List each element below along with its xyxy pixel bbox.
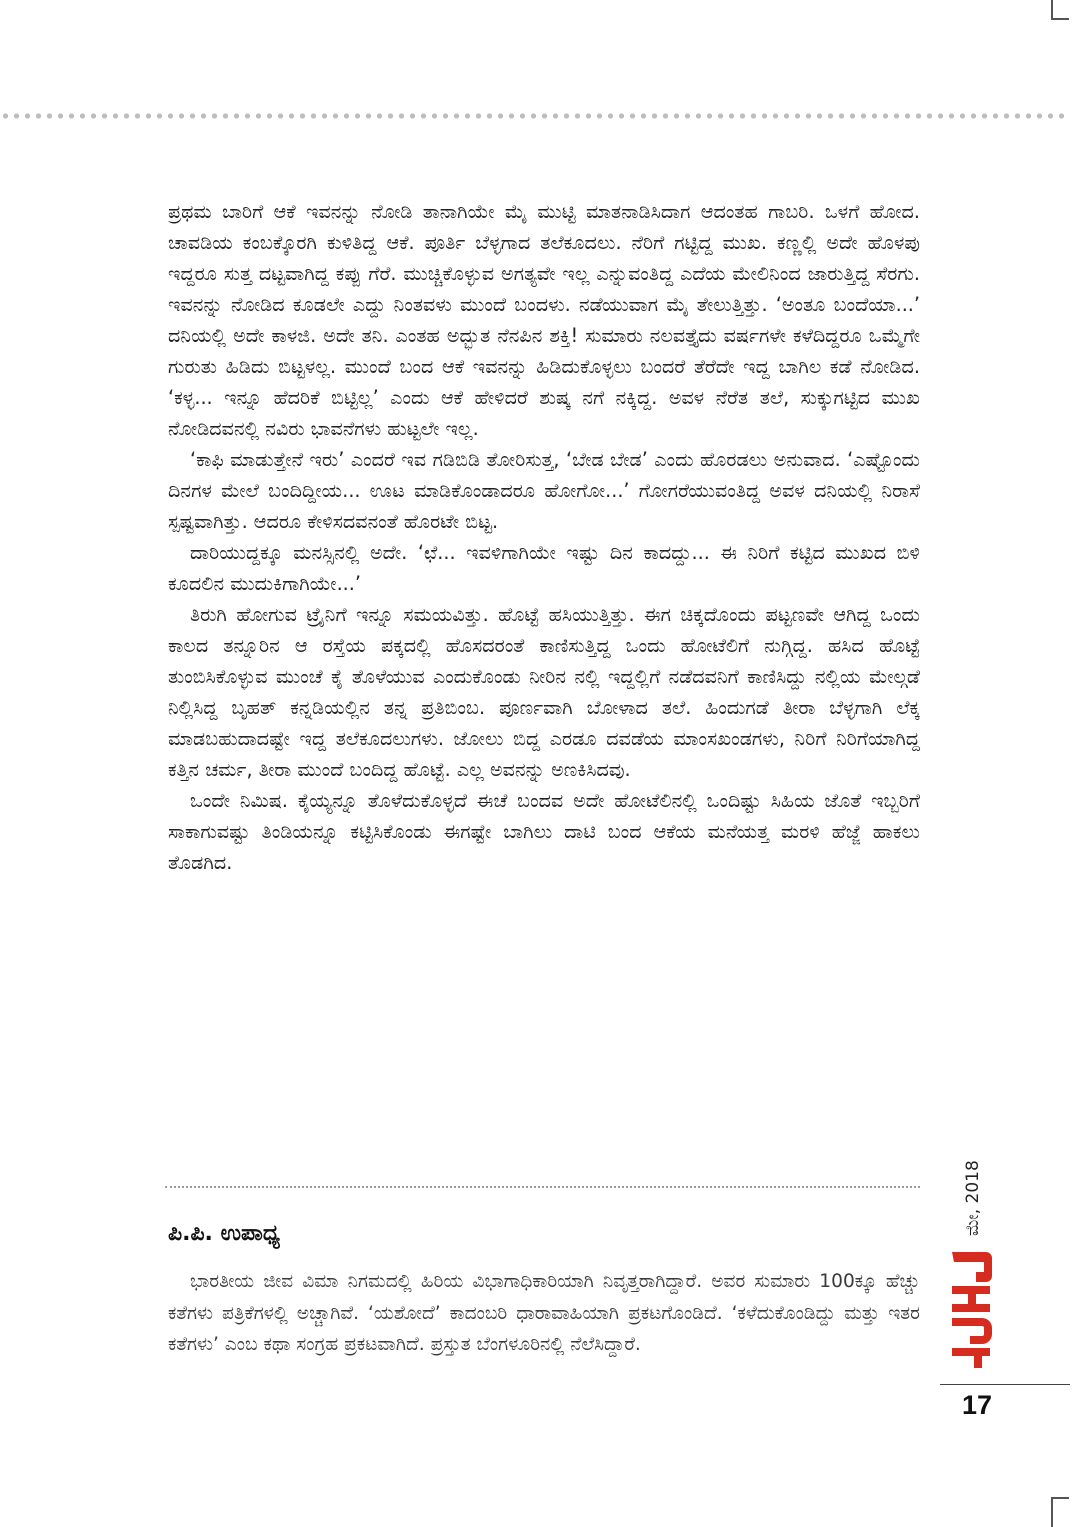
crop-mark-top-right xyxy=(1051,0,1069,20)
page-sidebar xyxy=(940,1140,1040,1380)
story-paragraph: ದಾರಿಯುದ್ದಕ್ಕೂ ಮನಸ್ಸಿನಲ್ಲಿ ಅದೇ. ‘ಛೆ... ಇವಳಿಗಾಗಿಯೇ ಇಷ್ಟು ದಿನ ಕಾದದ್ದು... ಈ ನಿರಿಗೆ ಕಟ್ಟಿದ ಮುಖದ ಬಿಳಿ ಕೂದಲಿನ ಮುದುಕಿಗಾಗಿಯೇ...’ xyxy=(168,541,920,595)
story-paragraph: ಒಂದೇ ನಿಮಿಷ. ಕೈಯ್ಯನ್ನೂ ತೊಳೆದುಕೊಳ್ಳದೆ ಈಚೆ ಬಂದವ ಅದೇ ಹೋಟೆಲಿನಲ್ಲಿ ಒಂದಿಷ್ಟು ಸಿಹಿಯ ಜೊತೆ ಇಬ್ಬರಿಗೆ ಸಾಕಾಗುವಷ್ಟು ತಿಂಡಿಯನ್ನೂ ಕಟ್ಟಿಸಿಕೊಂಡು ಈಗಷ್ಟೇ ಬಾಗಿಲು ದಾಟಿ ಬಂದ ಆಕೆಯ ಮನೆಯತ್ತ ಮರಳಿ ಹೆಜ್ಜೆ ಹಾಕಲು ತೊಡಗಿದ. xyxy=(168,789,920,874)
author-bio: ಭಾರತೀಯ ಜೀವ ವಿಮಾ ನಿಗಮದಲ್ಲಿ ಹಿರಿಯ ವಿಭಾಗಾಧಿಕಾರಿಯಾಗಿ ನಿವೃತ್ತರಾಗಿದ್ದಾರೆ. ಅವರ ಸುಮಾರು 100ಕ್ಕೂ ಹೆಚ್ಚು ಕತೆಗಳು ಪತ್ರಿಕೆಗಳಲ್ಲಿ ಅಚ್ಚಾಗಿವೆ. ‘ಯಶೋದೆ’ ಕಾದಂಬರಿ ಧಾರಾವಾಹಿಯಾಗಿ ಪ್ರಕಟಗೊಂಡಿದೆ. ‘ಕಳೆದುಕೊಂಡಿದ್ದು ಮತ್ತು ಇತರ ಕತೆಗಳು’ ಎಂಬ ಕಥಾ ಸಂಗ್ರಹ ಪ್ರಕಟವಾಗಿದೆ. ಪ್ರಸ್ತುತ ಬೆಂಗಳೂರಿನಲ್ಲಿ ನೆಲೆಸಿದ್ದಾರೆ. xyxy=(168,1271,920,1355)
crop-mark-bottom-right xyxy=(1051,1497,1069,1527)
page-number: 17 xyxy=(962,1390,993,1420)
magazine-logo xyxy=(948,1246,994,1372)
issue-date: ಮೇ, 2018 xyxy=(963,1160,983,1236)
story-paragraph: ತಿರುಗಿ ಹೋಗುವ ಟ್ರೈನಿಗೆ ಇನ್ನೂ ಸಮಯವಿತ್ತು. ಹೊಟ್ಟೆ ಹಸಿಯುತ್ತಿತ್ತು. ಈಗ ಚಿಕ್ಕದೊಂದು ಪಟ್ಟಣವೇ ಆಗಿದ್ದ ಒಂದು ಕಾಲದ ತನ್ನೂರಿನ ಆ ರಸ್ತೆಯ ಪಕ್ಕದಲ್ಲಿ ಹೊಸದರಂತೆ ಕಾಣಿಸುತ್ತಿದ್ದ ಒಂದು ಹೋಟೆಲಿಗೆ ನುಗ್ಗಿದ್ದ. ಹಸಿದ ಹೊಟ್ಟೆ ತುಂಬಿಸಿಕೊಳ್ಳುವ ಮುಂಚೆ ಕೈ ತೊಳೆಯುವ ಎಂದುಕೊಂಡು ನೀರಿನ ನಲ್ಲಿ ಇದ್ದಲ್ಲಿಗೆ ನಡೆದವನಿಗೆ ಕಾಣಿಸಿದ್ದು ನಲ್ಲಿಯ ಮೇಲ್ಗಡೆ ನಿಲ್ಲಿಸಿದ್ದ ಬೃಹತ್ ಕನ್ನಡಿಯಲ್ಲಿನ ತನ್ನ ಪ್ರತಿಬಿಂಬ. ಪೂರ್ಣವಾಗಿ ಬೋಳಾದ ತಲೆ. ಹಿಂದುಗಡೆ ತೀರಾ ಬೆಳ್ಳಗಾಗಿ ಲೆಕ್ಕ ಮಾಡಬಹುದಾದಷ್ಟೇ ಇದ್ದ ತಲೆಕೂದಲುಗಳು. ಜೋಲು ಬಿದ್ದ ಎರಡೂ ದವಡೆಯ ಮಾಂಸಖಂಡಗಳು, ನಿರಿಗೆ ನಿರಿಗೆಯಾಗಿದ್ದ ಕತ್ತಿನ ಚರ್ಮ, ತೀರಾ ಮುಂದೆ ಬಂದಿದ್ದ ಹೊಟ್ಟೆ. ಎಲ್ಲ ಅವನನ್ನು ಅಣಕಿಸಿದವು. xyxy=(168,603,920,781)
story-paragraph: ಪ್ರಥಮ ಬಾರಿಗೆ ಆಕೆ ಇವನನ್ನು ನೋಡಿ ತಾನಾಗಿಯೇ ಮೈ ಮುಟ್ಟಿ ಮಾತನಾಡಿಸಿದಾಗ ಆದಂತಹ ಗಾಬರಿ. ಒಳಗೆ ಹೋದ. ಚಾವಡಿಯ ಕಂಬಕ್ಕೊರಗಿ ಕುಳಿತಿದ್ದ ಆಕೆ. ಪೂರ್ತಿ ಬೆಳ್ಳಗಾದ ತಲೆಕೂದಲು. ನೆರಿಗೆ ಗಟ್ಟಿದ್ದ ಮುಖ. ಕಣ್ಣಲ್ಲಿ ಅದೇ ಹೊಳಪು ಇದ್ದರೂ ಸುತ್ತ ದಟ್ಟವಾಗಿದ್ದ ಕಪ್ಪು ಗೆರೆ. ಮುಚ್ಚಿಕೊಳ್ಳುವ ಅಗತ್ಯವೇ ಇಲ್ಲ ಎನ್ನುವಂತಿದ್ದ ಎದೆಯ ಮೇಲಿನಿಂದ ಜಾರುತ್ತಿದ್ದ ಸೆರಗು. ಇವನನ್ನು ನೋಡಿದ ಕೂಡಲೇ ಎದ್ದು ನಿಂತವಳು ಮುಂದೆ ಬಂದಳು. ನಡೆಯುವಾಗ ಮೈ ತೇಲುತ್ತಿತ್ತು. ‘ಅಂತೂ ಬಂದೆಯಾ...’ ದನಿಯಲ್ಲಿ ಅದೇ ಕಾಳಜಿ. ಅದೇ ತನಿ. ಎಂತಹ ಅದ್ಭುತ ನೆನಪಿನ ಶಕ್ತಿ! ಸುಮಾರು ನಲವತ್ತೈದು ವರ್ಷಗಳೇ ಕಳೆದಿದ್ದರೂ ಒಮ್ಮೆಗೇ ಗುರುತು ಹಿಡಿದು ಬಿಟ್ಟಳಲ್ಲ. ಮುಂದೆ ಬಂದ ಆಕೆ ಇವನನ್ನು ಹಿಡಿದುಕೊಳ್ಳಲು ಬಂದರೆ ತೆರೆದೇ ಇದ್ದ ಬಾಗಿಲ ಕಡೆ ನೋಡಿದ. ‘ಕಳ್ಳ... ಇನ್ನೂ ಹೆದರಿಕೆ ಬಿಟ್ಟಿಲ್ಲ’ ಎಂದು ಆಕೆ ಹೇಳಿದರೆ ಶುಷ್ಕ ನಗೆ ನಕ್ಕಿದ್ದ. ಅವಳ ನೆರೆತ ತಲೆ, ಸುಕ್ಕುಗಟ್ಟಿದ ಮುಖ ನೋಡಿದವನಲ್ಲಿ ನವಿರು ಭಾವನೆಗಳು ಹುಟ್ಟಲೇ ಇಲ್ಲ. xyxy=(168,200,920,440)
story-paragraph: ‘ಕಾಫಿ ಮಾಡುತ್ತೇನೆ ಇರು’ ಎಂದರೆ ಇವ ಗಡಿಬಿಡಿ ತೋರಿಸುತ್ತ, ‘ಬೇಡ ಬೇಡ’ ಎಂದು ಹೊರಡಲು ಅನುವಾದ. ‘ಎಷ್ಟೊಂದು ದಿನಗಳ ಮೇಲೆ ಬಂದಿದ್ದೀಯ... ಊಟ ಮಾಡಿಕೊಂಡಾದರೂ ಹೋಗೋ...’ ಗೋಗರೆಯುವಂತಿದ್ದ ಅವಳ ದನಿಯಲ್ಲಿ ನಿರಾಸೆ ಸ್ಪಷ್ಟವಾಗಿತ್ತು. ಆದರೂ ಕೇಳಿಸದವನಂತೆ ಹೊರಟೇ ಬಿಟ್ಟ. xyxy=(168,448,920,533)
page-number-rule xyxy=(940,1384,1070,1385)
section-divider xyxy=(165,1186,920,1188)
dotted-header-rule xyxy=(0,112,1066,120)
story-body xyxy=(168,196,920,878)
author-name: ಪಿ.ಪಿ. ಉಪಾಧ್ಯ xyxy=(168,1221,281,1246)
